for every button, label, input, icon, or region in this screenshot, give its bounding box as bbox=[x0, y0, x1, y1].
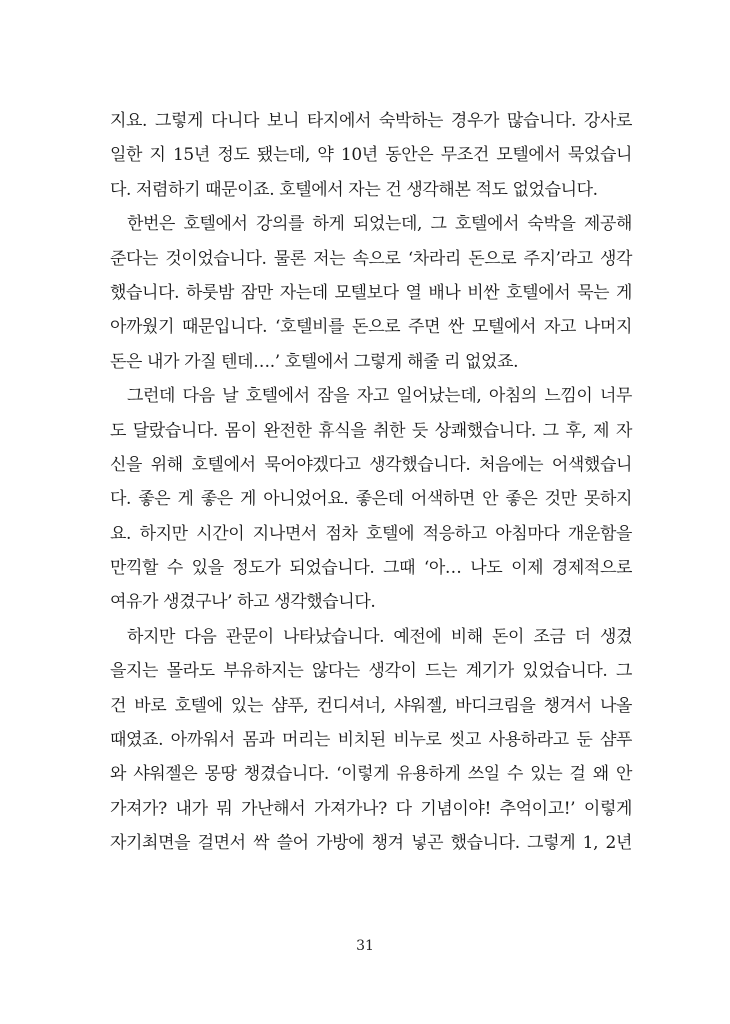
text-line: 을지는 몰라도 부유하지는 않다는 생각이 드는 계기가 있었습니다. 그 bbox=[110, 661, 632, 682]
body-text bbox=[110, 104, 632, 861]
paragraph-first-line: 하지만 다음 관문이 나타났습니다. 예전에 비해 돈이 조금 더 생겼 bbox=[127, 626, 632, 647]
text-line: 준다는 것이었습니다. 물론 저는 속으로 ‘차라리 돈으로 주지’라고 생각 bbox=[110, 248, 632, 269]
text-line: 가져가? 내가 뭐 가난해서 가져가나? 다 기념이야! 추억이고!’ 이렇게 bbox=[110, 798, 632, 819]
text-line: 일한 지 15년 정도 됐는데, 약 10년 동안은 무조건 모텔에서 묵었습니 bbox=[110, 145, 632, 166]
text-line: 했습니다. 하룻밤 잠만 자는데 모텔보다 열 배나 비싼 호텔에서 묵는 게 bbox=[110, 282, 632, 303]
text-line: 와 샤워젤은 몽땅 챙겼습니다. ‘이렇게 유용하게 쓰일 수 있는 걸 왜 안 bbox=[110, 764, 632, 785]
paragraph-first-line: 그런데 다음 날 호텔에서 잠을 자고 일어났는데, 아침의 느낌이 너무 bbox=[127, 386, 632, 407]
text-line: 다. 좋은 게 좋은 게 아니었어요. 좋은데 어색하면 안 좋은 것만 못하지 bbox=[110, 489, 632, 510]
text-line: 건 바로 호텔에 있는 샴푸, 컨디셔너, 샤워젤, 바디크림을 챙겨서 나올 bbox=[110, 695, 632, 716]
text-line: 때였죠. 아까워서 몸과 머리는 비치된 비누로 씻고 사용하라고 둔 샴푸 bbox=[110, 730, 632, 751]
paragraph-first-line: 한번은 호텔에서 강의를 하게 되었는데, 그 호텔에서 숙박을 제공해 bbox=[127, 214, 632, 235]
text-line: 도 달랐습니다. 몸이 완전한 휴식을 취한 듯 상쾌했습니다. 그 후, 제 자 bbox=[110, 420, 632, 441]
text-line: 지요. 그렇게 다니다 보니 타지에서 숙박하는 경우가 많습니다. 강사로 bbox=[110, 111, 632, 131]
text-line: 자기최면을 걸면서 싹 쓸어 가방에 챙겨 넣곤 했습니다. 그렇게 1, 2년 bbox=[110, 833, 632, 854]
text-line: 만끽할 수 있을 정도가 되었습니다. 그때 ‘아… 나도 이제 경제적으로 bbox=[110, 558, 632, 579]
page-number: 31 bbox=[356, 938, 374, 954]
text-line: 여유가 생겼구나’ 하고 생각했습니다. bbox=[110, 592, 376, 613]
text-line: 신을 위해 호텔에서 묵어야겠다고 생각했습니다. 처음에는 어색했습니 bbox=[110, 454, 632, 475]
text-line: 다. 저렴하기 때문이죠. 호텔에서 자는 건 생각해본 적도 없었습니다. bbox=[110, 179, 598, 200]
text-line: 요. 하지만 시간이 지나면서 점차 호텔에 적응하고 아침마다 개운함을 bbox=[110, 523, 632, 544]
text-line: 돈은 내가 가질 텐데….’ 호텔에서 그렇게 해줄 리 없었죠. bbox=[110, 351, 519, 372]
text-line: 아까웠기 때문입니다. ‘호텔비를 돈으로 주면 싼 모텔에서 자고 나머지 bbox=[110, 317, 632, 338]
